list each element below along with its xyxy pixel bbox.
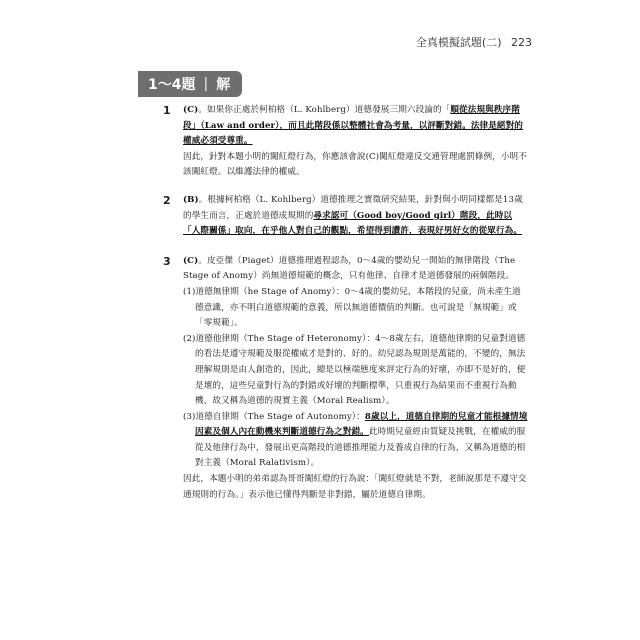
answer-number: 3 bbox=[163, 254, 171, 268]
answer-number: 2 bbox=[163, 193, 171, 207]
stage-item-2: (2)道德他律期（The Stage of Heteronomy）：4〜8歲左右，道德他律期的兒童對道德的看法是遵守規範及服從權威才是對的、好的。幼兒認為規則是萬能的，不變的，無法理解規則是由人創造的，因此，總是以極端態度來評定行為的好壞，亦即不是好的，便是壞的，這些兒童對行為的對錯或好壞的判斷標準，只重視行為結果而不重視行為動機，故又稱為道德的現實主義（Moral Realism）。 bbox=[183, 333, 526, 407]
answer-choice: (B) bbox=[183, 194, 199, 205]
answer-paragraph bbox=[183, 254, 528, 285]
answer-item-3 bbox=[163, 254, 528, 504]
answer-content bbox=[163, 103, 528, 511]
page-header bbox=[416, 34, 532, 50]
answer-text: 。如果你正處於柯柏格（L. Kohlberg）道德發展三期六段論的「 bbox=[198, 105, 451, 115]
page-number: 223 bbox=[511, 36, 532, 49]
answer-paragraph bbox=[183, 193, 528, 240]
answer-body bbox=[183, 193, 528, 240]
section-separator: | bbox=[203, 76, 209, 92]
answer-number: 1 bbox=[163, 104, 171, 117]
answer-body bbox=[183, 103, 528, 181]
answer-text: 。皮亞傑（Piaget）道德推理過程認為，0〜4歲的嬰幼兒一開始的無律階段（The Stage of Anomy）尚無道德規範的概念，只有他律、自律才是道德發展的兩個階段。 bbox=[183, 255, 516, 282]
answer-conclusion: 因此，針對本題小明的闖紅燈行為，你應該會說(C)闖紅燈違反交通管理處罰條例，小明不該闖紅燈。以維護法律的權威。 bbox=[183, 151, 527, 178]
answer-item-2 bbox=[163, 193, 528, 240]
stage-emphasis: 8歲以上，道德自律期的兒童才能根據情境因素及個人內在動機來判斷道德行為之對錯。 bbox=[195, 411, 528, 438]
answer-paragraph bbox=[183, 103, 528, 150]
stage-text-rest: 此時期兒童經由質疑及挑戰，在權威的服從及他律行為中，發展出更高階段的道德推理能力及養成自律的行為，又稱為道德的相對主義（Moral Ralativism）。 bbox=[195, 427, 526, 469]
answer-conclusion: 因此，本題小明的弟弟認為哥哥闖紅燈的行為說：「闖紅燈就是不對，老師說那是不遵守交通規則的行為。」表示他已懂得判斷是非對錯，屬於道德自律期。 bbox=[183, 474, 527, 500]
answer-choice: (C) bbox=[183, 105, 199, 115]
answer-body bbox=[183, 254, 528, 504]
answer-emphasis: 順從法規與秩序階段」（Law and order），而且此階段係以整體社會為考量，以評斷對錯。法律是絕對的權威必須受尊重。 bbox=[183, 105, 523, 147]
section-tag: 解 bbox=[216, 77, 231, 93]
section-badge bbox=[138, 71, 242, 97]
page-header-title: 全真模擬試題(二) bbox=[415, 36, 502, 49]
answer-text: 。根據柯柏格（L. Kohlberg）道德推理之實徵研究結果，針對與小明同樣都是13歲的學生而言，正處於道德成規期的 bbox=[183, 194, 523, 221]
section-label: 1〜4題 bbox=[148, 77, 196, 93]
stage-item-3 bbox=[183, 410, 528, 472]
stage-text: (3)道德自律期（The Stage of Autonomy）： bbox=[183, 411, 365, 422]
answer-emphasis: 尋求認可（Good boy/Good girl）階段，此時以「人際關係」取向，在乎他人對自己的觀點，希望得到讚許，表現好男好女的從眾行為。 bbox=[183, 210, 523, 237]
answer-choice: (C) bbox=[183, 255, 199, 266]
answer-item-1 bbox=[163, 103, 528, 181]
stage-item-1: (1)道德無律期（he Stage of Anomy）：0〜4歲的嬰幼兒，本階段的兒童，尚未產生道德意識，亦不明白道德規範的意義，所以無道德價值的判斷。也可說是「無規範」或「零規範」。 bbox=[183, 286, 521, 329]
